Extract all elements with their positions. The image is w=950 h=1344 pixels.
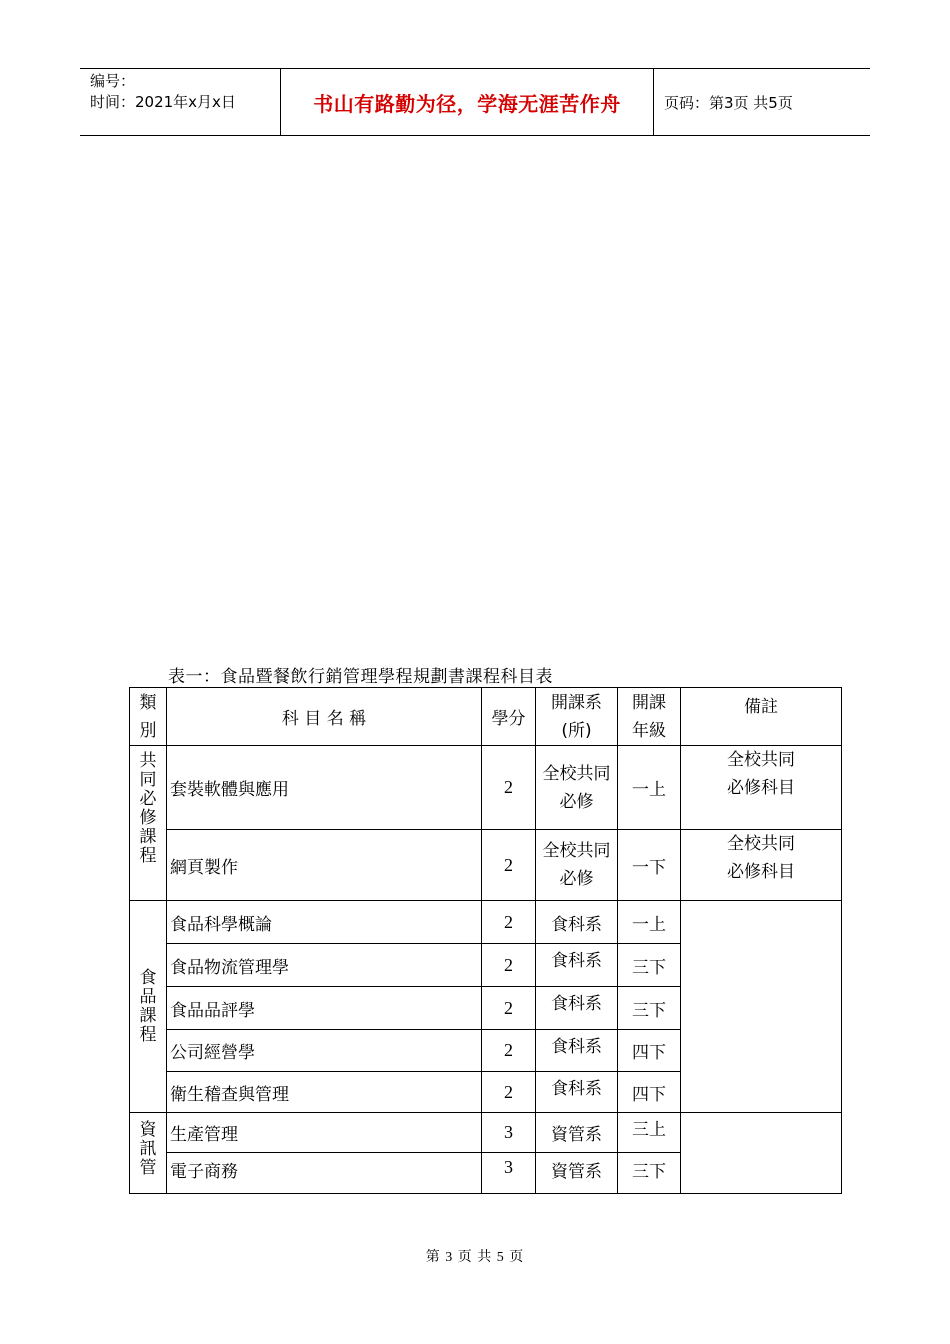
header-year-line1: 開課 — [632, 692, 666, 713]
course-remarks-empty — [681, 901, 842, 1113]
category-char: 程 — [139, 1024, 157, 1045]
course-dept-line2: 必修 — [559, 791, 594, 812]
course-remarks-line2: 必修科目 — [727, 778, 795, 798]
course-credits: 2 — [482, 746, 536, 830]
header-category — [130, 688, 167, 746]
header-category-line1: 類 — [139, 692, 157, 713]
table-caption: 表一：食品暨餐飲行銷管理學程規劃書課程科目表 — [168, 667, 553, 687]
category-char: 修 — [139, 808, 157, 828]
course-dept: 食科系 — [536, 944, 618, 987]
course-dept-line1: 全校共同 — [542, 841, 611, 861]
course-year: 三下 — [618, 987, 681, 1030]
course-year: 一下 — [618, 830, 681, 901]
table-row — [130, 746, 842, 830]
category-char: 必 — [139, 789, 157, 809]
category-char: 同 — [139, 770, 157, 790]
course-credits: 2 — [482, 987, 536, 1030]
course-remarks-empty — [681, 1113, 842, 1194]
course-year: 三下 — [618, 944, 681, 987]
course-dept: 食科系 — [536, 987, 618, 1030]
header-dept-line2: (所) — [561, 720, 592, 741]
course-credits: 3 — [482, 1153, 536, 1194]
course-name: 電子商務 — [167, 1153, 482, 1194]
header-meta — [80, 69, 281, 135]
course-credits: 2 — [482, 944, 536, 987]
course-year: 四下 — [618, 1072, 681, 1113]
course-remarks — [681, 746, 842, 830]
category-char: 程 — [139, 846, 157, 866]
category-char: 課 — [139, 827, 157, 847]
page-footer: 第 3 页 共 5 页 — [425, 1250, 525, 1265]
course-name: 生產管理 — [167, 1113, 482, 1153]
course-dept: 資管系 — [536, 1113, 618, 1153]
course-name: 食品科學概論 — [167, 901, 482, 944]
category-char: 共 — [139, 751, 157, 771]
course-name: 食品物流管理學 — [167, 944, 482, 987]
header-dept-line1: 開課系 — [551, 692, 602, 713]
course-remarks-line2: 必修科目 — [727, 862, 795, 882]
course-dept — [536, 830, 618, 901]
course-name: 公司經營學 — [167, 1030, 482, 1072]
header-page-info: 页码：第3页 共5页 — [664, 93, 793, 112]
course-dept: 食科系 — [536, 1072, 618, 1113]
course-credits: 2 — [482, 1030, 536, 1072]
header-year-line2: 年級 — [632, 720, 666, 741]
course-remarks-line1: 全校共同 — [727, 834, 795, 854]
table-row — [130, 1113, 842, 1153]
course-credits: 2 — [482, 830, 536, 901]
category-info-management — [130, 1113, 167, 1194]
header-motto-cell — [281, 69, 654, 135]
course-year: 四下 — [618, 1030, 681, 1072]
page-header — [80, 68, 870, 136]
course-dept: 資管系 — [536, 1153, 618, 1194]
course-year: 一上 — [618, 901, 681, 944]
header-remarks: 備註 — [681, 688, 842, 746]
header-dept — [536, 688, 618, 746]
course-name: 網頁製作 — [167, 830, 482, 901]
header-category-line2: 別 — [139, 720, 157, 741]
course-remarks — [681, 830, 842, 901]
course-dept-line1: 全校共同 — [542, 763, 611, 784]
course-credits: 2 — [482, 901, 536, 944]
category-char: 品 — [139, 986, 157, 1007]
table-row — [130, 830, 842, 901]
serial-label: 编号： — [90, 72, 136, 90]
course-credits: 2 — [482, 1072, 536, 1113]
category-char: 課 — [139, 1005, 157, 1026]
header-name: 科 目 名 稱 — [167, 688, 482, 746]
category-food-courses — [130, 901, 167, 1113]
time-label: 时间：2021年x月x日 — [90, 93, 236, 111]
course-dept: 食科系 — [536, 901, 618, 944]
category-char: 訊 — [139, 1139, 157, 1159]
course-dept: 食科系 — [536, 1030, 618, 1072]
table-row — [130, 901, 842, 944]
category-char: 食 — [139, 967, 157, 988]
course-table — [129, 687, 842, 1194]
header-credits: 學分 — [482, 688, 536, 746]
course-credits: 3 — [482, 1113, 536, 1153]
course-dept — [536, 746, 618, 830]
course-year: 三下 — [618, 1153, 681, 1194]
course-remarks-line1: 全校共同 — [727, 750, 795, 770]
category-char: 資 — [139, 1120, 157, 1140]
category-common-required — [130, 746, 167, 901]
category-char: 管 — [139, 1158, 157, 1178]
table-header-row — [130, 688, 842, 746]
header-year — [618, 688, 681, 746]
header-motto: 书山有路勤为径，学海无涯苦作舟 — [313, 91, 621, 116]
course-name: 食品品評學 — [167, 987, 482, 1030]
course-year: 一上 — [618, 746, 681, 830]
course-year: 三上 — [618, 1113, 681, 1153]
course-name: 套裝軟體與應用 — [167, 746, 482, 830]
course-dept-line2: 必修 — [559, 869, 594, 889]
course-name: 衛生稽查與管理 — [167, 1072, 482, 1113]
